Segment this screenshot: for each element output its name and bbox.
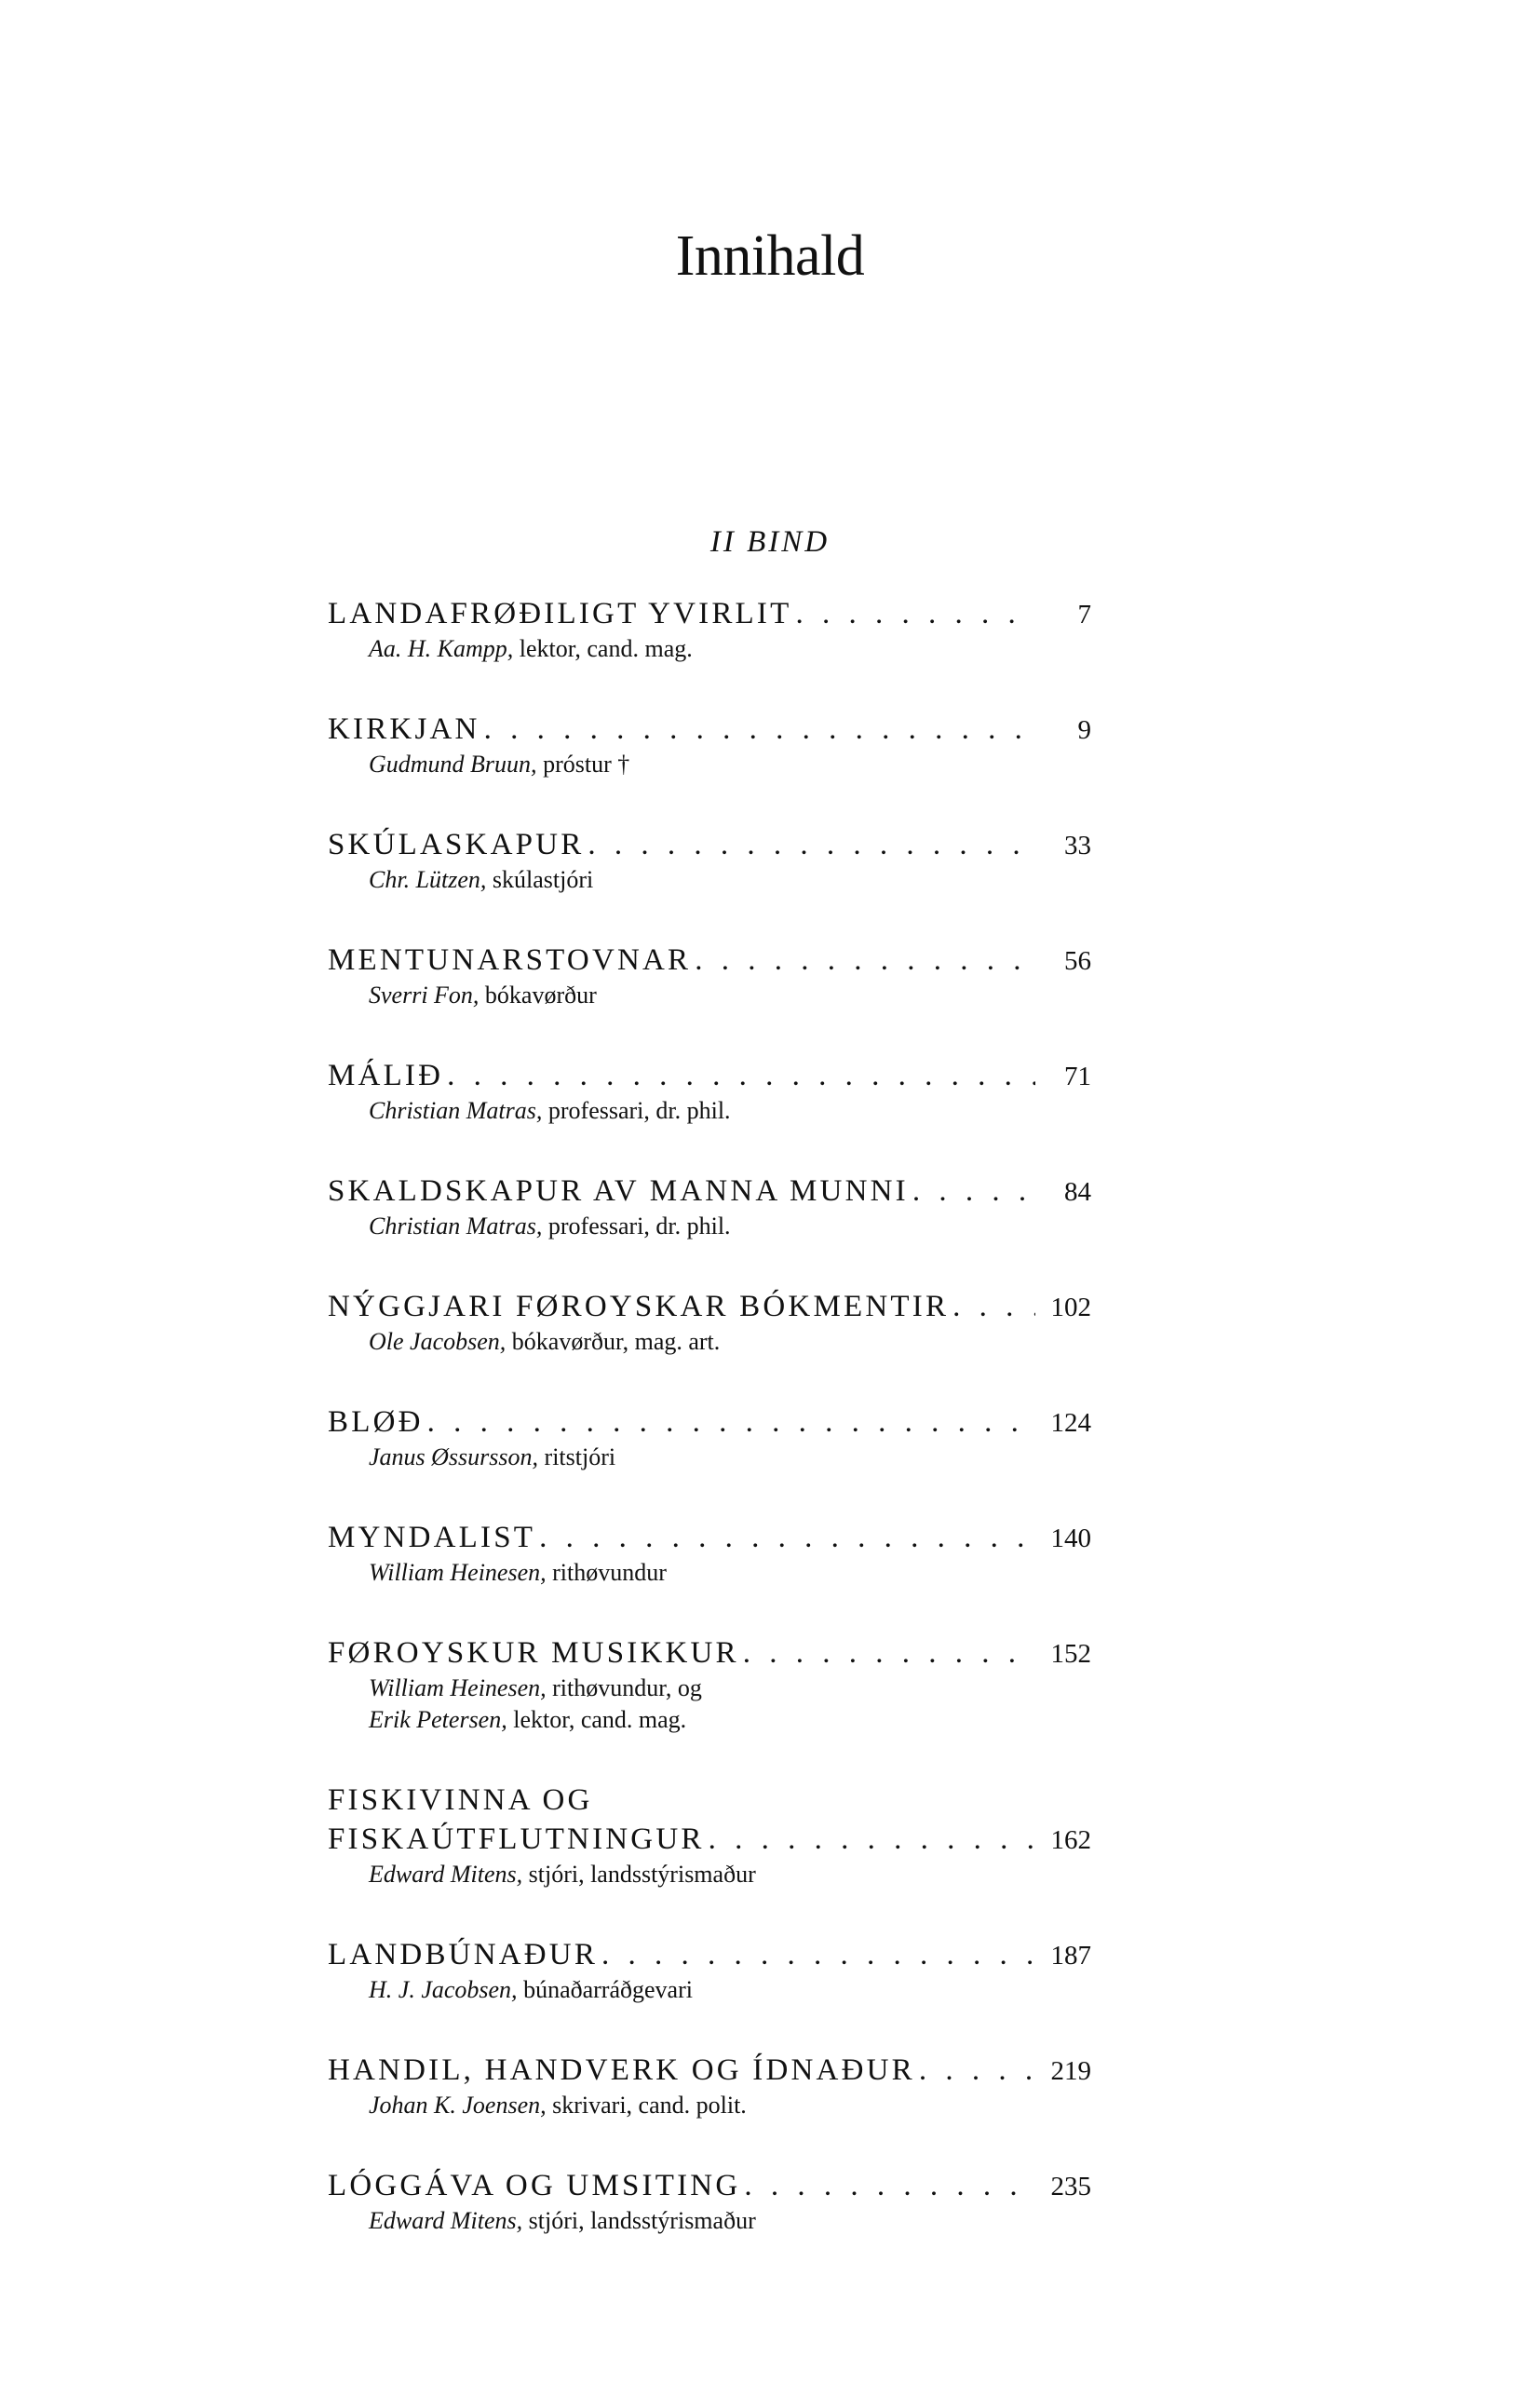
toc-entry [328,2166,1091,2237]
author-name: Sverri Fon, [369,982,480,1009]
toc-entry-title-line [328,825,1091,864]
dot-leader [705,1820,1035,1859]
toc-entry-title-line [328,1172,1091,1211]
author-role: próstur † [536,751,630,778]
author-name: Erik Petersen, [369,1706,507,1733]
toc-entry-author [369,1095,1091,1127]
author-role: professari, dr. phil. [542,1212,731,1239]
author-name: Ole Jacobsen, [369,1328,507,1355]
toc-entry-author [369,633,1091,665]
table-of-contents [328,594,1091,2282]
toc-entry-title-line [328,1633,1091,1673]
author-role: búnaðarráðgevari [517,1976,693,2003]
toc-entry-author [369,864,1091,896]
toc-entry-author [369,1859,1091,1890]
toc-entry-title-line [328,1056,1091,1095]
toc-entry-page-number: 9 [1077,715,1091,745]
author-role: skúlastjóri [486,866,594,893]
toc-entry-title: HANDIL, HANDVERK OG ÍDNAÐUR [328,2053,915,2087]
author-role: stjóri, landsstýrismaður [522,2207,756,2234]
toc-entry [328,1781,1091,1890]
author-name: H. J. Jacobsen, [369,1976,518,2003]
toc-entry-page-number: 102 [1050,1293,1091,1322]
toc-entry [328,710,1091,780]
author-name: Aa. H. Kampp, [369,635,514,662]
author-role: professari, dr. phil. [542,1097,731,1124]
dot-leader [915,2051,1035,2090]
dot-leader [584,825,1035,864]
dot-leader [535,1518,1035,1557]
toc-entry-author [369,1442,1091,1473]
toc-entry [328,1287,1091,1358]
toc-entry-title: LANDBÚNAÐUR [328,1938,599,1971]
dot-leader [949,1287,1035,1326]
toc-entry [328,1518,1091,1589]
toc-entry-page-number: 33 [1064,831,1091,860]
toc-entry-page-number: 235 [1050,2172,1091,2201]
toc-entry-title-line [328,594,1091,633]
toc-entry-title: NÝGGJARI FØROYSKAR BÓKMENTIR [328,1290,950,1323]
author-role: lektor, cand. mag. [507,1706,687,1733]
toc-entry-page-number: 71 [1064,1062,1091,1091]
toc-entry-page-number: 187 [1050,1941,1091,1971]
toc-entry [328,594,1091,665]
author-name: Chr. Lützen, [369,866,487,893]
author-role: ritstjóri [538,1443,616,1470]
author-name: Janus Øssursson, [369,1443,539,1470]
toc-entry-author [369,1673,1091,1704]
dot-leader [691,941,1035,980]
author-name: Christian Matras, [369,1097,543,1124]
toc-entry-title-line [328,1935,1091,1974]
toc-entry-page-number: 152 [1050,1639,1091,1669]
toc-entry-title-line [328,1287,1091,1326]
toc-entry-author [369,1974,1091,2006]
author-role: rithøvundur, og [546,1674,702,1701]
toc-entry-title: MYNDALIST [328,1521,536,1554]
volume-heading: II BIND [709,525,831,559]
toc-entry-author [369,1704,1091,1736]
toc-entry-author [369,749,1091,780]
toc-entry [328,1172,1091,1242]
author-role: skrivari, cand. polit. [546,2092,747,2119]
author-name: William Heinesen, [369,1674,547,1701]
toc-entry-page-number: 162 [1050,1825,1091,1855]
toc-entry [328,941,1091,1011]
dot-leader [443,1056,1035,1095]
dot-leader [740,2166,1035,2205]
toc-entry-title-first-line: FISKIVINNA OG [328,1783,593,1817]
toc-entry-title-line [328,941,1091,980]
author-role: bókavørður, mag. art. [506,1328,721,1355]
toc-entry-page-number: 84 [1064,1177,1091,1207]
toc-entry-title-line [328,2051,1091,2090]
toc-entry-author [369,2205,1091,2237]
author-name: Edward Mitens, [369,2207,523,2234]
author-name: Gudmund Bruun, [369,751,537,778]
toc-entry-page-number: 140 [1050,1524,1091,1553]
toc-entry-author [369,980,1091,1011]
dot-leader [909,1172,1035,1211]
toc-entry-title: FISKAÚTFLUTNINGUR [328,1822,705,1856]
author-role: rithøvundur [546,1559,667,1586]
toc-entry-page-number: 56 [1064,946,1091,976]
dot-leader [739,1633,1035,1673]
toc-entry-title: FØROYSKUR MUSIKKUR [328,1636,739,1670]
toc-entry [328,825,1091,896]
author-name: Johan K. Joensen, [369,2092,547,2119]
toc-entry [328,1935,1091,2006]
dot-leader [480,710,1035,749]
author-name: Christian Matras, [369,1212,543,1239]
toc-entry-title-line [328,1402,1091,1442]
toc-entry-title: MÁLIÐ [328,1059,444,1092]
dot-leader [791,594,1035,633]
toc-entry-author [369,1211,1091,1242]
toc-entry [328,1633,1091,1736]
toc-entry-page-number: 7 [1077,600,1091,630]
toc-entry-title: LÓGGÁVA OG UMSITING [328,2169,741,2202]
toc-entry-title: SKALDSKAPUR AV MANNA MUNNI [328,1174,909,1208]
dot-leader [424,1402,1035,1442]
author-role: stjóri, landsstýrismaður [522,1861,756,1888]
toc-entry-page-number: 219 [1050,2056,1091,2086]
dot-leader [598,1935,1035,1974]
toc-entry-title-line [328,1820,1091,1859]
toc-entry [328,1402,1091,1473]
author-name: William Heinesen, [369,1559,547,1586]
author-role: lektor, cand. mag. [513,635,693,662]
toc-entry-author [369,1557,1091,1589]
page-title: Innihald [675,224,865,288]
author-name: Edward Mitens, [369,1861,523,1888]
toc-entry-author [369,1326,1091,1358]
toc-entry-title: MENTUNARSTOVNAR [328,943,692,977]
toc-entry [328,2051,1091,2121]
toc-entry-title: BLØÐ [328,1405,424,1439]
toc-entry [328,1056,1091,1127]
toc-entry-title-line [328,2166,1091,2205]
toc-entry-author [369,2090,1091,2121]
toc-entry-title: KIRKJAN [328,712,480,746]
toc-entry-page-number: 124 [1050,1408,1091,1438]
toc-entry-title: LANDAFRØÐILIGT YVIRLIT [328,597,792,630]
toc-entry-title: SKÚLASKAPUR [328,828,585,861]
toc-entry-title-line [328,710,1091,749]
toc-entry-title-line [328,1518,1091,1557]
author-role: bókavørður [479,982,597,1009]
